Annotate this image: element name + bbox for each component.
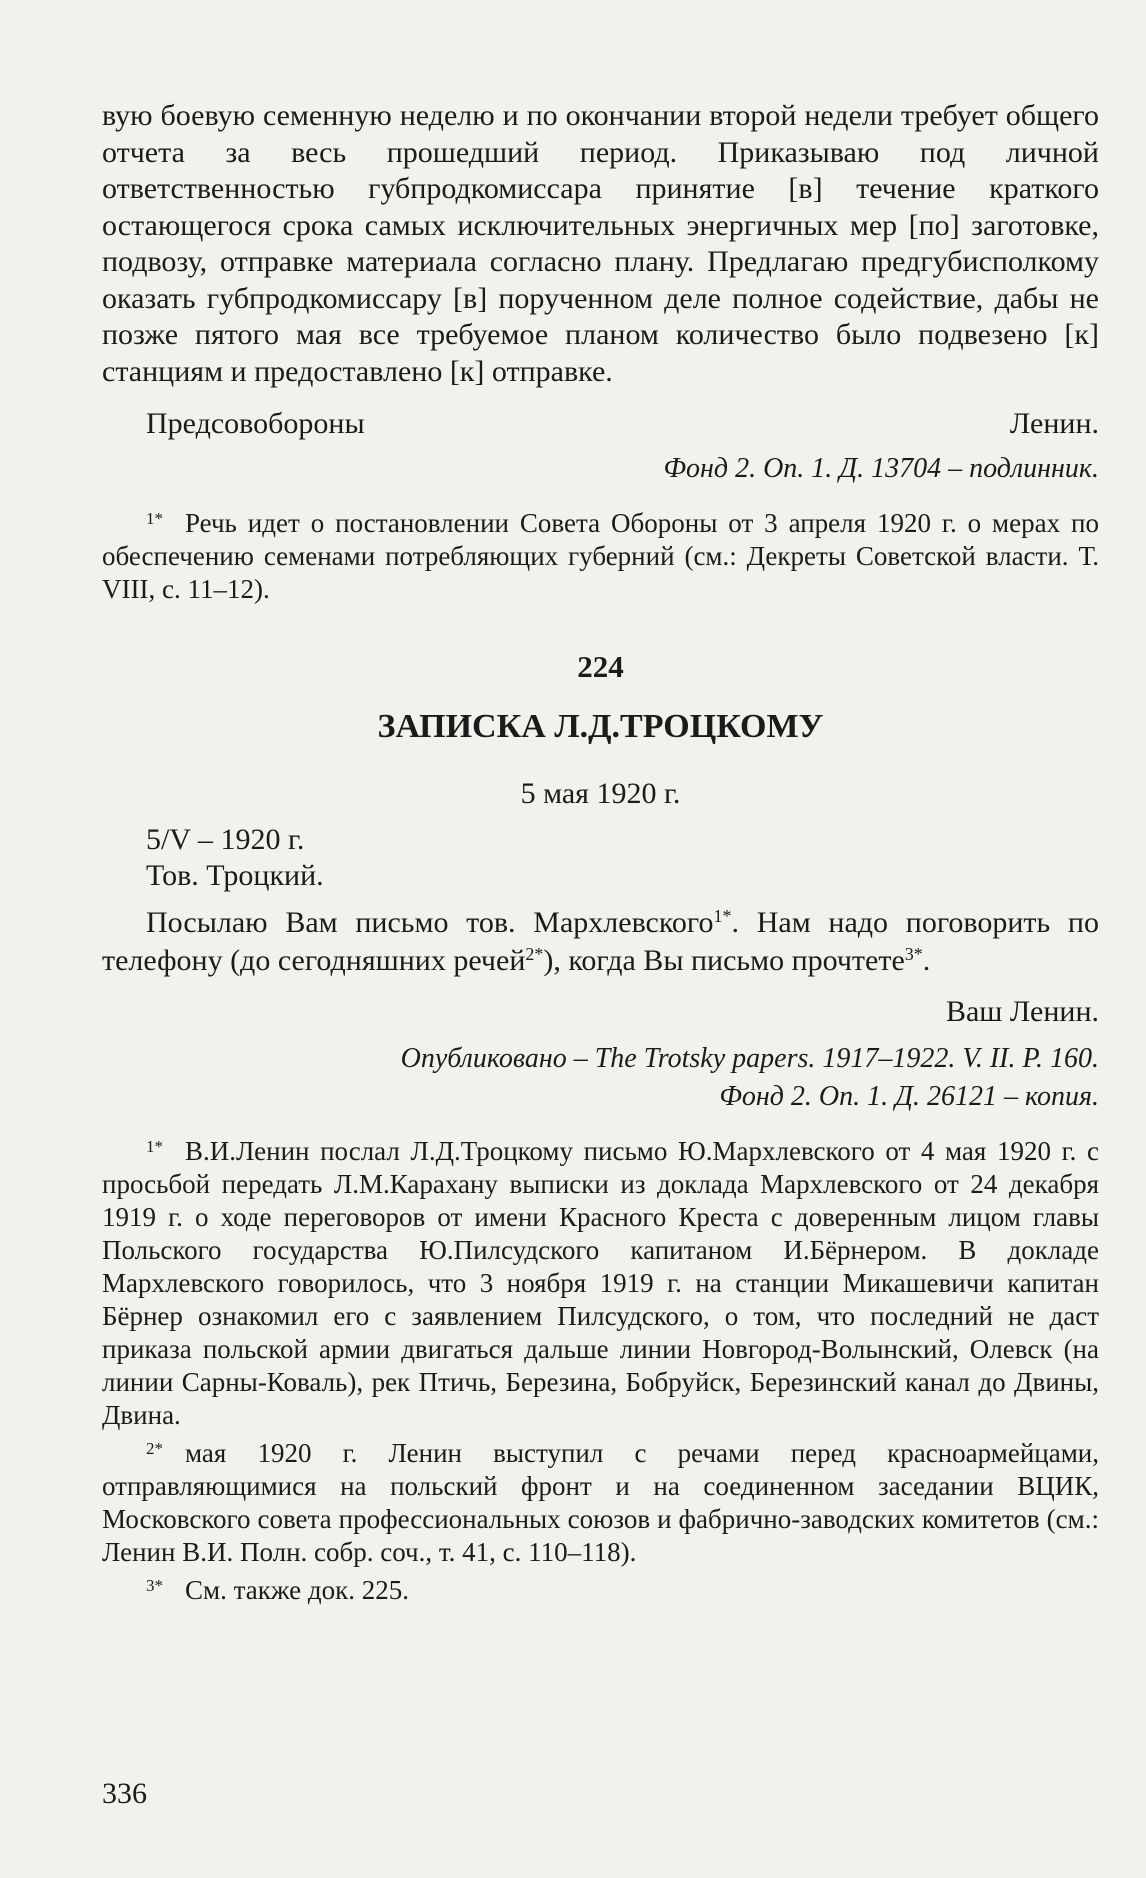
doc2-footnote-1 — [102, 1130, 1099, 1432]
page-content — [102, 98, 1099, 1607]
doc2-published: Опубликовано – The Trotsky papers. 1917–1922. V. II. P. 160. — [400, 1043, 1099, 1074]
doc2-letter-date: 5/V – 1920 г. — [146, 823, 305, 856]
doc2-footnote-2-text: мая 1920 г. Ленин выступил с речами перед красноармейцами, отправляющимися на польский фронт и на соединенном заседании ВЦИК, Московского совета профессиональных союзов и фабрично-заводских комитетов (см.: Ленин В.И. Полн. собр. соч., т. 41, с. 110–118). — [102, 1438, 1099, 1567]
doc2-footnote-3 — [102, 1569, 1099, 1607]
doc2-body — [102, 904, 1099, 980]
page-number: 336 — [102, 1777, 147, 1810]
doc2-footnote-1-mark: 1* — [146, 1137, 163, 1156]
doc2-body-part-1: Посылаю Вам письмо тов. Мархлевского — [146, 906, 714, 939]
doc2-footnote-2 — [102, 1432, 1099, 1569]
doc2-ref-3: 3* — [904, 944, 923, 964]
doc2-body-part-2: . Нам надо поговорить по телефону (до сегодняшних речей — [102, 906, 1099, 977]
doc2-ref-2: 2* — [525, 944, 544, 964]
doc2-body-part-4: . — [922, 944, 931, 977]
doc1-footnote-text: Речь идет о постановлении Совета Обороны от 3 апреля 1920 г. о мерах по обеспечению семенами потребляющих губерний (см.: Декреты Советской власти. Т. VIII, с. 11–12). — [102, 508, 1099, 604]
doc2-date: 5 мая 1920 г. — [520, 777, 681, 810]
doc1-footnote — [102, 502, 1099, 606]
doc1-signature-row — [102, 406, 1099, 442]
doc2-source: Фонд 2. Оп. 1. Д. 26121 – копия. — [719, 1081, 1099, 1112]
doc2-body-part-3: ), когда Вы письмо прочтете — [543, 944, 905, 977]
doc2-footnote-2-mark: 2* — [146, 1439, 163, 1458]
doc2-title: ЗАПИСКА Л.Д.ТРОЦКОМУ — [377, 708, 824, 745]
doc1-source: Фонд 2. Оп. 1. Д. 13704 – подлинник. — [663, 453, 1099, 484]
doc1-sign-right: Ленин. — [1009, 407, 1099, 440]
doc2-ref-1: 1* — [713, 906, 732, 926]
doc2-number: 224 — [577, 649, 624, 684]
doc2-signature: Ваш Ленин. — [945, 995, 1099, 1028]
doc2-salutation: Тов. Троцкий. — [146, 859, 324, 892]
doc1-footnote-mark: 1* — [146, 509, 163, 528]
doc1-body: вую боевую семенную неделю и по окончании второй недели требует общего отчета за весь прошедший период. Приказываю под личной ответственностью губпродкомиссара принятие [в] течение краткого остающегося срока самых исключительных энергичных мер [по] заготовке, подвозу, отправке материала согласно плану. Предлагаю предгубисполкому оказать губпродкомиссару [в] порученном деле полное содействие, дабы не позже пятого мая все требуемое планом количество было подвезено [к] станциям и предоставлено [к] отправке. — [102, 99, 1099, 388]
doc2-footnote-1-text: В.И.Ленин послал Л.Д.Троцкому письмо Ю.Мархлевского от 4 мая 1920 г. с просьбой передать Л.М.Карахану выписки из доклада Мархлевского от 24 декабря 1919 г. о ходе переговоров от имени Красного Креста с доверенным лицом главы Польского государства Ю.Пилсудского капитаном И.Бёрнером. В докладе Мархлевского говорилось, что 3 ноября 1919 г. на станции Микашевичи капитан Бёрнер ознакомил его с заявлением Пилсудского, о том, что последний не даст приказа польской армии двигаться дальше линии Новгород-Волынский, Олевск (на линии Сарны-Коваль), рек Птичь, Березина, Бобруйск, Березинский канал до Двины, Двина. — [102, 1136, 1099, 1430]
doc1-sign-left: Предсовобороны — [146, 407, 365, 440]
doc2-footnote-3-mark: 3* — [146, 1576, 163, 1595]
doc2-footnote-3-text: См. также док. 225. — [185, 1575, 409, 1605]
